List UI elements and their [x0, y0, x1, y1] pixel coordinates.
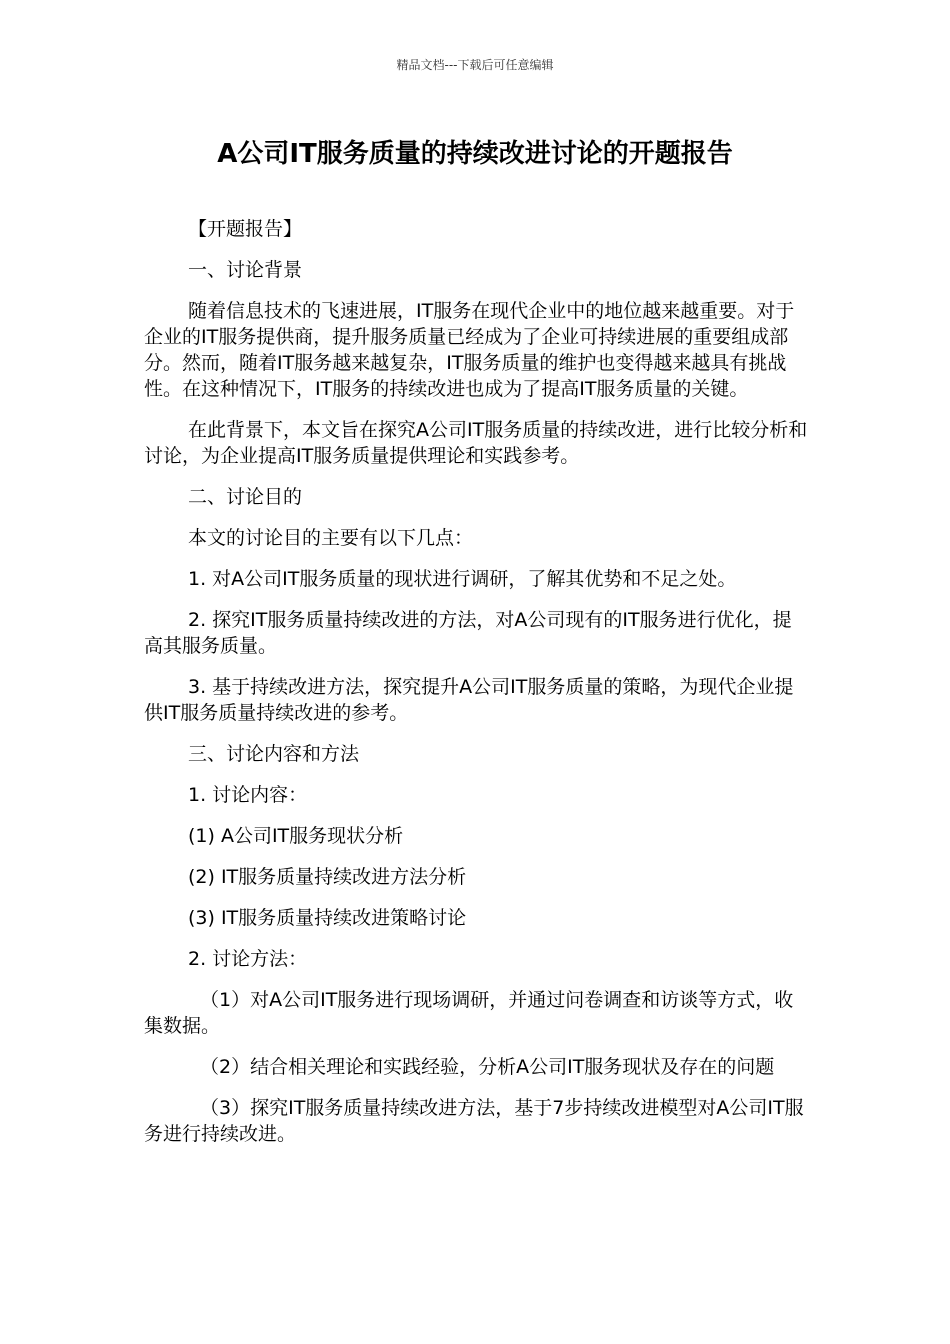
- document-title: A公司IT服务质量的持续改进讨论的开题报告: [217, 139, 733, 169]
- page-header-watermark: 精品文档---下载后可任意编辑: [396, 58, 554, 72]
- paragraph-background-2: 在此背景下，本文旨在探究A公司IT服务质量的持续改进，进行比较分析和讨论，为企业提高IT服务质量提供理论和实践参考。: [144, 419, 808, 467]
- paragraph-purpose-intro: 本文的讨论目的主要有以下几点：: [188, 527, 474, 549]
- paragraph-background-1: 随着信息技术的飞速进展，IT服务在现代企业中的地位越来越重要。对于企业的IT服务提供商，提升服务质量已经成为了企业可持续进展的重要组成部分。然而，随着IT服务越来越复杂，IT服务质量的维护也变得越来越具有挑战性。在这种情况下，IT服务的持续改进也成为了提高IT服务质量的关键。: [144, 300, 795, 400]
- list-item-purpose-2: 2. 探究IT服务质量持续改进的方法，对A公司现有的IT服务进行优化，提高其服务质量。: [144, 609, 792, 657]
- list-item-purpose-3: 3. 基于持续改进方法，探究提升A公司IT服务质量的策略，为现代企业提供IT服务质量持续改进的参考。: [144, 676, 794, 724]
- list-item-method-3: （3）探究IT服务质量持续改进方法，基于7步持续改进模型对A公司IT服务进行持续改进。: [144, 1097, 804, 1145]
- section-label-report: 【开题报告】: [188, 218, 303, 240]
- list-item-content-3: (3) IT服务质量持续改进策略讨论: [188, 907, 467, 929]
- list-item-content-1: (1) A公司IT服务现状分析: [188, 825, 404, 847]
- subheading-content: 1. 讨论内容：: [188, 784, 308, 806]
- heading-content-method: 三、讨论内容和方法: [188, 743, 360, 765]
- heading-purpose: 二、讨论目的: [188, 486, 303, 508]
- list-item-method-2: （2）结合相关理论和实践经验，分析A公司IT服务现状及存在的问题: [200, 1056, 775, 1078]
- list-item-purpose-1: 1. 对A公司IT服务质量的现状进行调研，了解其优势和不足之处。: [188, 568, 737, 590]
- heading-background: 一、讨论背景: [188, 259, 303, 281]
- list-item-method-1: （1）对A公司IT服务进行现场调研，并通过问卷调查和访谈等方式，收集数据。: [144, 989, 794, 1037]
- list-item-content-2: (2) IT服务质量持续改进方法分析: [188, 866, 467, 888]
- document-body: [144, 216, 808, 1162]
- subheading-method: 2. 讨论方法：: [188, 948, 308, 970]
